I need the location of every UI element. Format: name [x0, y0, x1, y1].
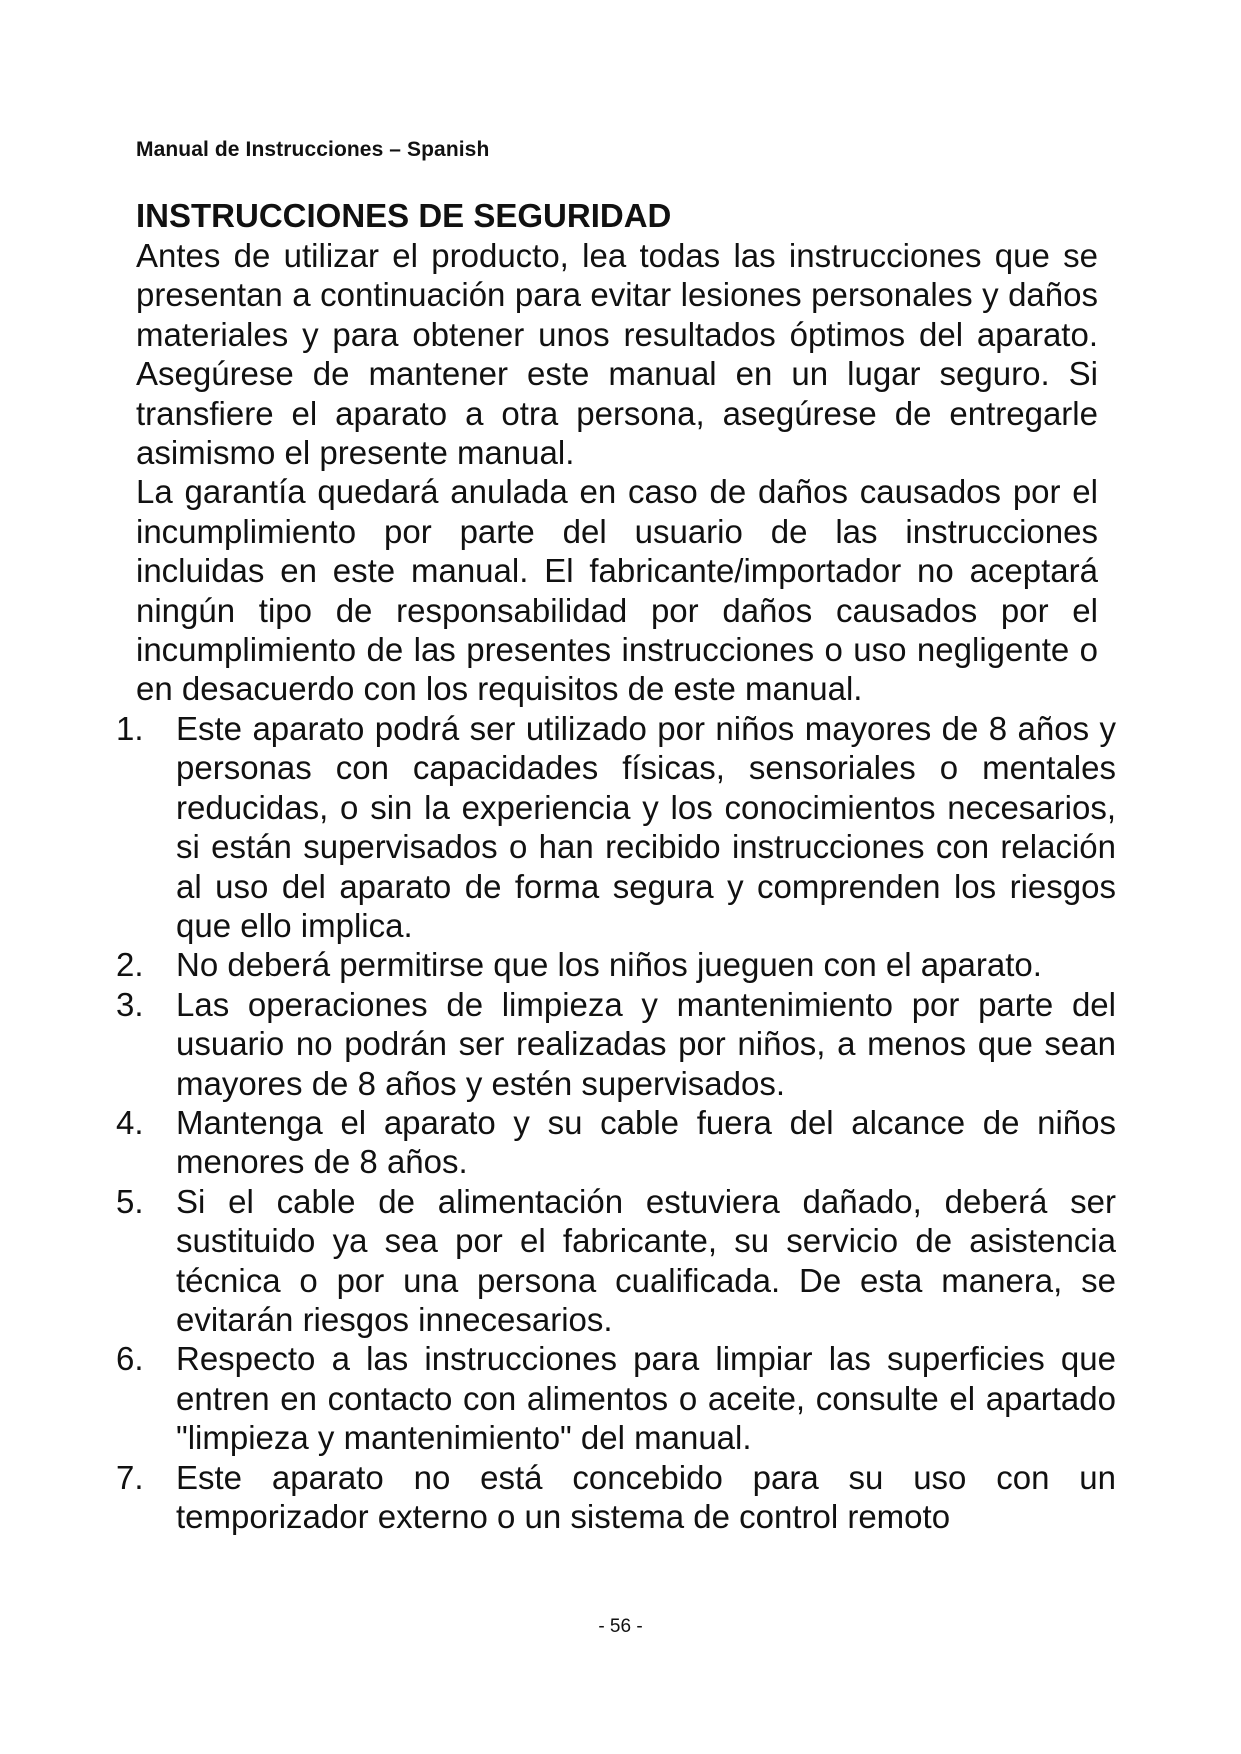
item-text: Este aparato no está concebido para su uso con un temporizador externo o un sistema de control remoto [176, 1458, 1116, 1535]
list-item [116, 985, 1116, 1103]
item-number: 3. [116, 985, 144, 1023]
list-item [116, 945, 1116, 984]
running-header: Manual de Instrucciones – Spanish [136, 138, 490, 161]
list-item [116, 1103, 1116, 1182]
list-item [116, 1458, 1116, 1537]
list-item [116, 1182, 1116, 1340]
item-text: Respecto a las instrucciones para limpiar las superficies que entren en contacto con alimentos o aceite, consulte el apartado "limpieza y mantenimiento" del manual. [176, 1340, 1116, 1457]
item-number: 7. [116, 1458, 144, 1496]
list-item [116, 1339, 1116, 1457]
warranty-paragraph: La garantía quedará anulada en caso de daños causados por el incumplimiento por parte del usuario de las instrucciones incluidas en este manual. El fabricante/importador no aceptará ningún tipo de responsabilidad por daños causados por el incumplimiento de las presentes instrucciones o uso negligente o en desacuerdo con los requisitos de este manual. [136, 473, 1098, 708]
section-title: INSTRUCCIONES DE SEGURIDAD [136, 197, 672, 234]
item-text: Si el cable de alimentación estuviera dañado, deberá ser sustituido ya sea por el fabricante, su servicio de asistencia técnica o por una persona cualificada. De esta manera, se evitarán riesgos innecesarios. [176, 1182, 1116, 1338]
item-text: Este aparato podrá ser utilizado por niños mayores de 8 años y personas con capacidades físicas, sensoriales o mentales reducidas, o sin la experiencia y los conocimientos necesarios, si están supervisados o han recibido instrucciones con relación al uso del aparato de forma segura y comprenden los riesgos que ello implica. [176, 709, 1116, 944]
item-number: 1. [116, 709, 144, 747]
item-number: 5. [116, 1182, 144, 1220]
item-text: Las operaciones de limpieza y mantenimiento por parte del usuario no podrán ser realizadas por niños, a menos que sean mayores de 8 años y estén supervisados. [176, 985, 1116, 1102]
safety-instructions-list [116, 709, 1116, 1537]
page-number: - 56 - [598, 1616, 643, 1637]
intro-paragraph: Antes de utilizar el producto, lea todas las instrucciones que se presentan a continuación para evitar lesiones personales y daños materiales y para obtener unos resultados óptimos del aparato. Asegúrese de mantener este manual en un lugar seguro. Si transfiere el aparato a otra persona, asegúrese de entregarle asimismo el presente manual. [136, 237, 1098, 472]
safety-section [116, 196, 1116, 1536]
item-number: 6. [116, 1340, 144, 1378]
item-text: No deberá permitirse que los niños jueguen con el aparato. [176, 946, 1042, 984]
item-number: 4. [116, 1103, 144, 1141]
list-item [116, 709, 1116, 945]
item-number: 2. [116, 946, 144, 984]
item-text: Mantenga el aparato y su cable fuera del alcance de niños menores de 8 años. [176, 1103, 1116, 1181]
